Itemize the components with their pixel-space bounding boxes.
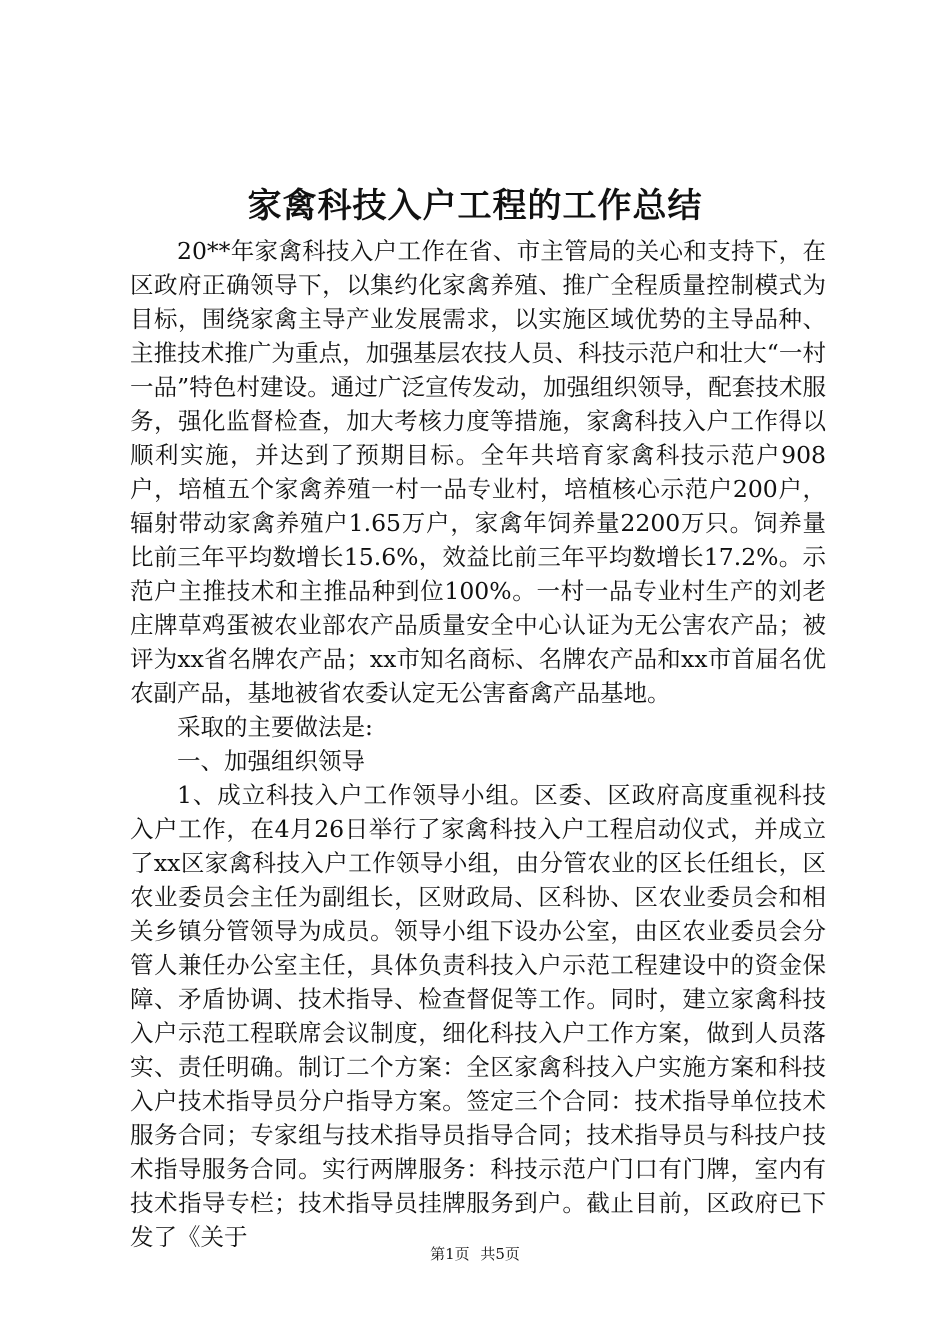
paragraph-methods-intro: 采取的主要做法是:: [177, 713, 373, 741]
page-number: 第1页: [430, 1245, 470, 1263]
paragraph-leadership-group: 1、成立科技入户工作领导小组。区委、区政府高度重视科技入户工作，在4月26日举行了家禽科技入户工程启动仪式，并成立了xx区家禽科技入户工作领导小组，由分管农业的区长任组长，区农业委员会主任为副组长，区财政局、区科协、区农业委员会和相关乡镇分管领导为成员。领导小组下设办公室，由区农业委员会分管人兼任办公室主任，具体负责科技入户示范工程建设中的资金保障、矛盾协调、技术指导、检查督促等工作。同时，建立家禽科技入户示范工程联席会议制度，细化科技入户工作方案，做到人员落实、责任明确。制订二个方案：全区家禽科技入户实施方案和科技入户技术指导员分户指导方案。签定三个合同：技术指导单位技术服务合同；专家组与技术指导员指导合同；技术指导员与科技户技术指导服务合同。实行两牌服务：科技示范户门口有门牌，室内有技术指导专栏；技术指导员挂牌服务到户。截止目前，区政府已下发了《关于: [130, 781, 826, 1251]
document-body: [130, 234, 826, 1254]
page-footer: [0, 1244, 950, 1264]
document-title: 家禽科技入户工程的工作总结: [247, 186, 703, 226]
section-heading-organization: 一、加强组织领导: [177, 747, 365, 775]
paragraph-summary: 20**年家禽科技入户工作在省、市主管局的关心和支持下，在区政府正确领导下，以集约化家禽养殖、推广全程质量控制模式为目标，围绕家禽主导产业发展需求，以实施区域优势的主导品种、主推技术推广为重点，加强基层农技人员、科技示范户和壮大“一村一品”特色村建设。通过广泛宣传发动，加强组织领导，配套技术服务，强化监督检查，加大考核力度等措施，家禽科技入户工作得以顺利实施，并达到了预期目标。全年共培育家禽科技示范户908户，培植五个家禽养殖一村一品专业村，培植核心示范户200户，辐射带动家禽养殖户1.65万户，家禽年饲养量2200万只。饲养量比前三年平均数增长15.6%，效益比前三年平均数增长17.2%。示范户主推技术和主推品种到位100%。一村一品专业村生产的刘老庄牌草鸡蛋被农业部农产品质量安全中心认证为无公害农产品；被评为xx省名牌农产品；xx市知名商标、名牌农产品和xx市首届名优农副产品，基地被省农委认定无公害畜禽产品基地。: [130, 237, 826, 707]
page-total: 共5页: [480, 1245, 520, 1263]
